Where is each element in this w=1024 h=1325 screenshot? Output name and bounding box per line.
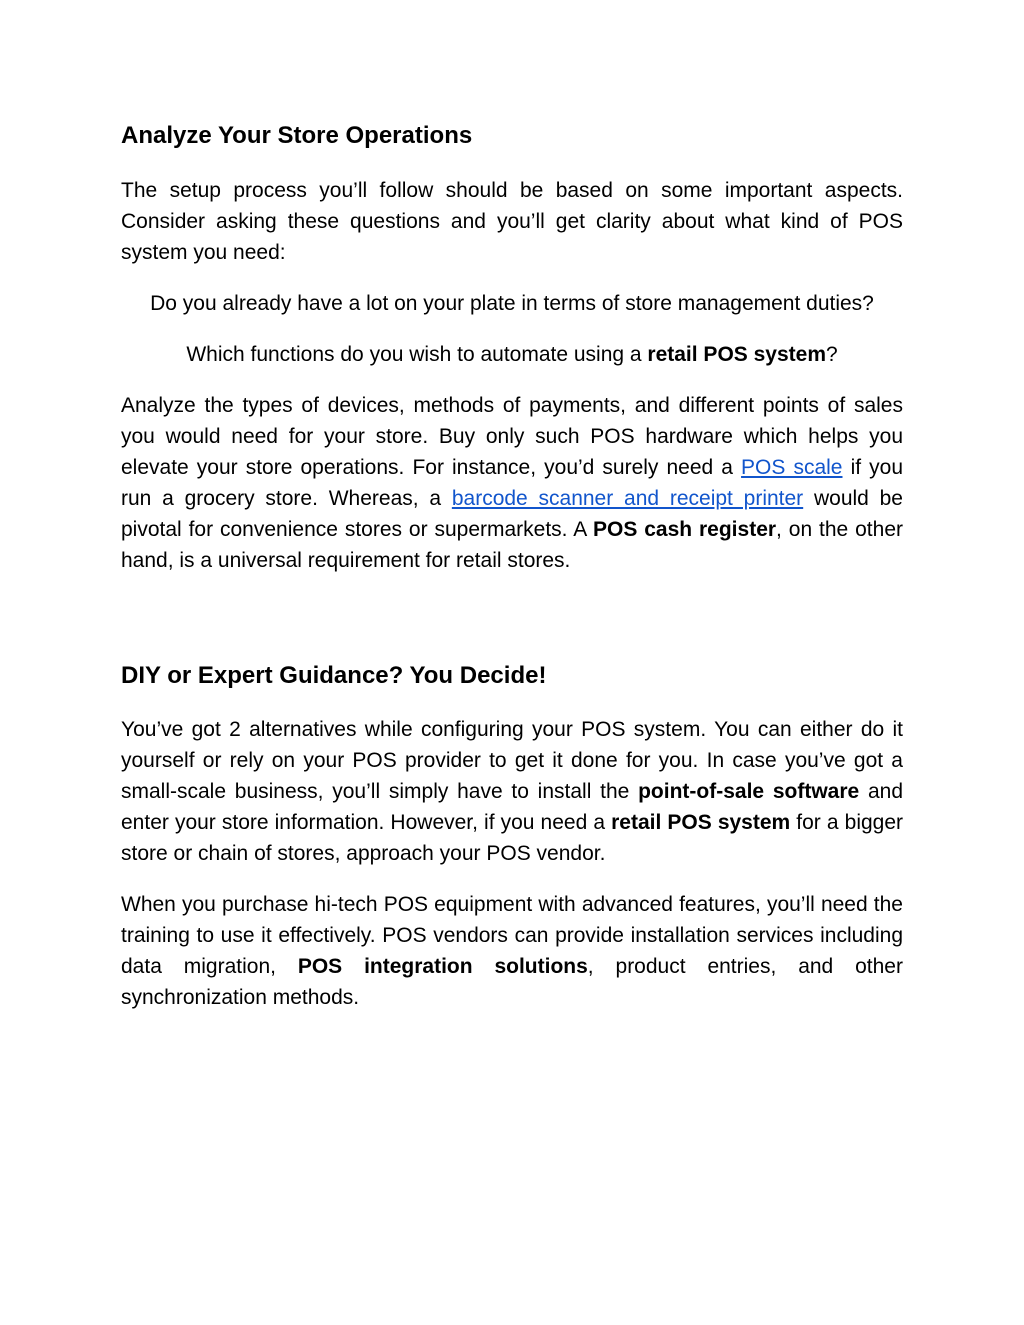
bold-pos-integration-solutions: POS integration solutions: [297, 955, 588, 978]
bold-point-of-sale-software: point-of-sale software: [638, 780, 860, 803]
body-text: and enter your store information. However, if you need a: [121, 780, 903, 834]
question-text: Which functions do you wish to automate using a: [186, 343, 648, 366]
body-text: if you run a grocery store. Whereas, a: [121, 456, 904, 510]
section-heading-analyze-store-operations: Analyze Your Store Operations: [121, 122, 473, 149]
analyze-devices-paragraph: [121, 390, 903, 576]
question-mark: ?: [826, 343, 838, 366]
question-automate-functions: [121, 339, 903, 370]
barcode-scanner-receipt-printer-link[interactable]: barcode scanner and receipt printer: [451, 487, 804, 510]
bold-retail-pos-system: retail POS system: [611, 811, 791, 834]
body-text: , on the other hand, is a universal requirement for retail stores.: [121, 518, 903, 572]
training-paragraph: [121, 889, 903, 1013]
question-store-management: Do you already have a lot on your plate in terms of store management duties?: [150, 292, 874, 315]
intro-paragraph: The setup process you’ll follow should be based on some important aspects. Consider asking these questions and you’ll get clarity about what kind of POS system you need:: [121, 179, 903, 264]
bold-pos-cash-register: POS cash register: [593, 518, 777, 541]
document-page: [121, 118, 903, 1013]
body-text: for a bigger store or chain of stores, approach your POS vendor.: [121, 811, 904, 865]
bold-retail-pos-system: retail POS system: [647, 343, 826, 366]
body-text: Analyze the types of devices, methods of payments, and different points of sales you would need for your store. Buy only such POS hardware which helps you elevate your store operations. For instance, you’d surely need a: [121, 394, 903, 479]
body-text: You’ve got 2 alternatives while configuring your POS system. You can either do it yourself or rely on your POS provider to get it done for you. In case you’ve got a small-scale business, you’ll simply have to install the: [121, 718, 903, 803]
pos-scale-link[interactable]: POS scale: [741, 456, 843, 479]
body-text: would be pivotal for convenience stores or supermarkets. A: [121, 487, 903, 541]
body-text: , product entries, and other synchronization methods.: [121, 955, 903, 1009]
alternatives-paragraph: [121, 714, 903, 869]
section-heading-diy-or-expert: DIY or Expert Guidance? You Decide!: [121, 662, 547, 689]
body-text: When you purchase hi-tech POS equipment with advanced features, you’ll need the training to use it effectively. POS vendors can provide installation services including data migration,: [121, 893, 903, 978]
